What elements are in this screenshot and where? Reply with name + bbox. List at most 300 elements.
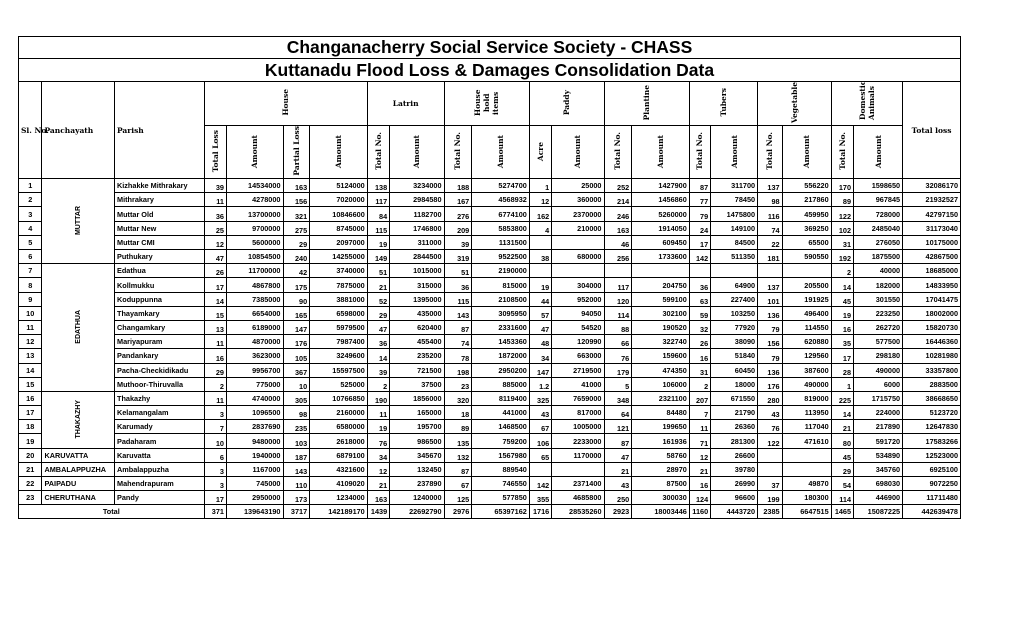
value-cell: 198 [444, 363, 472, 377]
value-cell [632, 264, 690, 278]
value-cell: 321 [283, 207, 310, 221]
value-cell: 952000 [552, 292, 604, 306]
value-cell: 122 [831, 207, 853, 221]
value-cell: 16 [204, 349, 226, 363]
value-cell: 2233000 [552, 434, 604, 448]
value-cell: 192 [831, 250, 853, 264]
grand-total-cell: 442639478 [903, 505, 961, 519]
value-cell [529, 462, 551, 476]
value-cell [758, 462, 783, 476]
header-sl-no: Sl. No. [19, 82, 42, 179]
value-cell: 47 [367, 320, 389, 334]
total-value-cell: 18003446 [632, 505, 690, 519]
value-cell: 2108500 [472, 292, 530, 306]
parish-cell: Thayamkary [114, 306, 204, 320]
value-cell: 181 [758, 250, 783, 264]
total-loss-cell: 12523000 [903, 448, 961, 462]
parish-cell: Koduppunna [114, 292, 204, 306]
table-row [19, 306, 961, 320]
sl-no-cell: 18 [19, 420, 42, 434]
value-cell: 176 [283, 335, 310, 349]
value-cell: 26600 [711, 448, 758, 462]
value-cell: 16 [831, 320, 853, 334]
sl-no-cell: 12 [19, 335, 42, 349]
value-cell: 76 [758, 420, 783, 434]
subheader-total-loss: Total Loss [204, 126, 226, 179]
value-cell: 113950 [782, 406, 831, 420]
value-cell: 41000 [552, 377, 604, 391]
subheader-total-no: Total No. [831, 126, 853, 179]
value-cell: 591720 [854, 434, 903, 448]
value-cell: 52 [367, 292, 389, 306]
value-cell: 159600 [632, 349, 690, 363]
value-cell: 3 [204, 477, 226, 491]
table-row [19, 406, 961, 420]
value-cell: 149100 [711, 221, 758, 235]
value-cell: 13 [204, 320, 226, 334]
value-cell: 775000 [226, 377, 283, 391]
value-cell: 325 [529, 391, 551, 405]
value-cell: 355 [529, 491, 551, 505]
value-cell: 39 [367, 363, 389, 377]
value-cell: 525000 [310, 377, 368, 391]
value-cell: 6189000 [226, 320, 283, 334]
value-cell: 1167000 [226, 462, 283, 476]
value-cell: 2485040 [854, 221, 903, 235]
parish-cell: Ambalappuzha [114, 462, 204, 476]
value-cell: 889540 [472, 462, 530, 476]
total-loss-cell: 18002000 [903, 306, 961, 320]
value-cell: 4 [529, 221, 551, 235]
value-cell: 8745000 [310, 221, 368, 235]
value-cell: 235 [283, 420, 310, 434]
sl-no-cell: 16 [19, 391, 42, 405]
value-cell: 54 [831, 477, 853, 491]
value-cell: 490000 [854, 363, 903, 377]
value-cell: 29 [283, 235, 310, 249]
total-loss-cell: 11711480 [903, 491, 961, 505]
table-row [19, 207, 961, 221]
value-cell: 663000 [552, 349, 604, 363]
value-cell: 367 [283, 363, 310, 377]
value-cell: 10854500 [226, 250, 283, 264]
value-cell: 1 [831, 377, 853, 391]
value-cell: 275 [283, 221, 310, 235]
total-loss-cell: 17041475 [903, 292, 961, 306]
value-cell: 5274700 [472, 179, 530, 193]
sl-no-cell: 20 [19, 448, 42, 462]
value-cell: 124 [689, 491, 710, 505]
value-cell [758, 264, 783, 278]
value-cell: 5600000 [226, 235, 283, 249]
value-cell: 885000 [472, 377, 530, 391]
value-cell: 620880 [782, 335, 831, 349]
panchayath-cell: AMBALAPPUZHA [42, 462, 115, 476]
sl-no-cell: 6 [19, 250, 42, 264]
value-cell: 1940000 [226, 448, 283, 462]
value-cell: 79 [758, 349, 783, 363]
value-cell: 7020000 [310, 193, 368, 207]
total-value-cell: 22692790 [390, 505, 444, 519]
value-cell: 103 [283, 434, 310, 448]
value-cell: 967845 [854, 193, 903, 207]
value-cell: 37500 [390, 377, 444, 391]
panchayath-cell: KARUVATTA [42, 448, 115, 462]
value-cell: 7 [204, 420, 226, 434]
value-cell: 32 [689, 320, 710, 334]
parish-cell: Mithrakary [114, 193, 204, 207]
total-value-cell: 1439 [367, 505, 389, 519]
value-cell: 815000 [472, 278, 530, 292]
total-loss-cell: 33357800 [903, 363, 961, 377]
value-cell: 94050 [552, 306, 604, 320]
total-loss-cell: 42797150 [903, 207, 961, 221]
parish-cell: Pandankary [114, 349, 204, 363]
parish-cell: Kollmukku [114, 278, 204, 292]
value-cell: 1005000 [552, 420, 604, 434]
value-cell: 26990 [711, 477, 758, 491]
value-cell: 11 [689, 420, 710, 434]
parish-cell: Padaharam [114, 434, 204, 448]
value-cell: 15597500 [310, 363, 368, 377]
sl-no-cell: 15 [19, 377, 42, 391]
value-cell: 14534000 [226, 179, 283, 193]
total-loss-cell: 42867500 [903, 250, 961, 264]
value-cell: 2984580 [390, 193, 444, 207]
value-cell: 12 [204, 235, 226, 249]
value-cell: 599100 [632, 292, 690, 306]
value-cell: 1872000 [472, 349, 530, 363]
value-cell: 25 [204, 221, 226, 235]
value-cell: 6654000 [226, 306, 283, 320]
value-cell: 3623000 [226, 349, 283, 363]
value-cell: 66 [604, 335, 632, 349]
value-cell: 1914050 [632, 221, 690, 235]
subheader-amount: Amount [854, 126, 903, 179]
total-value-cell: 4443720 [711, 505, 758, 519]
value-cell: 250 [604, 491, 632, 505]
value-cell: 98 [758, 193, 783, 207]
value-cell: 64 [604, 406, 632, 420]
value-cell: 64900 [711, 278, 758, 292]
subheader-amount: Amount [711, 126, 758, 179]
value-cell: 7385000 [226, 292, 283, 306]
report-sheet [18, 36, 961, 519]
value-cell: 1096500 [226, 406, 283, 420]
sl-no-cell: 17 [19, 406, 42, 420]
value-cell: 14255000 [310, 250, 368, 264]
header-domestic-animals: Domestic Animals [831, 82, 902, 126]
value-cell: 106 [529, 434, 551, 448]
subheader-amount: Amount [782, 126, 831, 179]
subheader-total-no: Total No. [444, 126, 472, 179]
sl-no-cell: 13 [19, 349, 42, 363]
value-cell: 496400 [782, 306, 831, 320]
table-row [19, 349, 961, 363]
value-cell: 137 [758, 179, 783, 193]
value-cell: 4685800 [552, 491, 604, 505]
total-value-cell: 6647515 [782, 505, 831, 519]
value-cell: 6598000 [310, 306, 368, 320]
value-cell: 1170000 [552, 448, 604, 462]
value-cell: 188 [444, 179, 472, 193]
value-cell: 21 [689, 462, 710, 476]
value-cell: 12 [689, 448, 710, 462]
value-cell: 180300 [782, 491, 831, 505]
sl-no-cell: 1 [19, 179, 42, 193]
value-cell: 51840 [711, 349, 758, 363]
value-cell: 13700000 [226, 207, 283, 221]
value-cell: 117040 [782, 420, 831, 434]
value-cell: 115 [367, 221, 389, 235]
value-cell: 47 [204, 250, 226, 264]
value-cell: 21790 [711, 406, 758, 420]
total-value-cell: 65397162 [472, 505, 530, 519]
value-cell: 214 [604, 193, 632, 207]
value-cell: 170 [831, 179, 853, 193]
value-cell [552, 235, 604, 249]
value-cell: 2097000 [310, 235, 368, 249]
value-cell: 122 [758, 434, 783, 448]
value-cell: 2370000 [552, 207, 604, 221]
table-row [19, 278, 961, 292]
value-cell: 300030 [632, 491, 690, 505]
value-cell: 455400 [390, 335, 444, 349]
total-loss-cell: 32086170 [903, 179, 961, 193]
value-cell: 3 [204, 406, 226, 420]
table-row [19, 335, 961, 349]
value-cell: 45 [831, 292, 853, 306]
table-row [19, 235, 961, 249]
value-cell: 4109020 [310, 477, 368, 491]
value-cell: 1015000 [390, 264, 444, 278]
value-cell: 125 [444, 491, 472, 505]
value-cell: 304000 [552, 278, 604, 292]
value-cell: 23 [444, 377, 472, 391]
total-label: Total [19, 505, 205, 519]
value-cell: 1.2 [529, 377, 551, 391]
value-cell: 77920 [711, 320, 758, 334]
value-cell [552, 264, 604, 278]
value-cell: 21 [831, 420, 853, 434]
value-cell: 4278000 [226, 193, 283, 207]
parish-cell: Puthukary [114, 250, 204, 264]
total-value-cell: 1160 [689, 505, 710, 519]
value-cell: 19 [367, 420, 389, 434]
value-cell: 156 [758, 335, 783, 349]
value-cell: 2331600 [472, 320, 530, 334]
subheader-total-no: Total No. [689, 126, 710, 179]
value-cell: 6 [204, 448, 226, 462]
parish-cell: Changamkary [114, 320, 204, 334]
value-cell: 78450 [711, 193, 758, 207]
table-row [19, 193, 961, 207]
value-cell: 9522500 [472, 250, 530, 264]
value-cell: 87500 [632, 477, 690, 491]
value-cell: 77 [689, 193, 710, 207]
sl-no-cell: 23 [19, 491, 42, 505]
value-cell: 17 [831, 349, 853, 363]
value-cell: 63 [689, 292, 710, 306]
value-cell: 199650 [632, 420, 690, 434]
value-cell: 5 [604, 377, 632, 391]
header-parish: Parish [114, 82, 204, 179]
value-cell: 142 [529, 477, 551, 491]
value-cell [711, 264, 758, 278]
value-cell: 103250 [711, 306, 758, 320]
total-loss-cell: 21932527 [903, 193, 961, 207]
value-cell: 301550 [854, 292, 903, 306]
value-cell: 87 [689, 179, 710, 193]
header-vegetable: Vegetable [758, 82, 832, 126]
value-cell: 65500 [782, 235, 831, 249]
value-cell: 36 [689, 278, 710, 292]
value-cell: 1427900 [632, 179, 690, 193]
value-cell [552, 462, 604, 476]
value-cell: 986500 [390, 434, 444, 448]
total-loss-cell: 15820730 [903, 320, 961, 334]
value-cell: 80 [831, 434, 853, 448]
subheader-amount: Amount [390, 126, 444, 179]
value-cell: 4870000 [226, 335, 283, 349]
value-cell: 42 [283, 264, 310, 278]
value-cell: 369250 [782, 221, 831, 235]
value-cell: 11 [204, 193, 226, 207]
value-cell: 35 [831, 335, 853, 349]
value-cell: 18 [444, 406, 472, 420]
value-cell: 16 [689, 349, 710, 363]
value-cell: 2719500 [552, 363, 604, 377]
value-cell: 67 [444, 477, 472, 491]
value-cell: 360000 [552, 193, 604, 207]
value-cell: 281300 [711, 434, 758, 448]
value-cell: 1715750 [854, 391, 903, 405]
value-cell: 210000 [552, 221, 604, 235]
value-cell: 577850 [472, 491, 530, 505]
value-cell: 534890 [854, 448, 903, 462]
value-cell: 87 [444, 462, 472, 476]
report-title: Changanacherry Social Service Society - CHASS [19, 37, 961, 59]
value-cell: 227400 [711, 292, 758, 306]
sl-no-cell: 21 [19, 462, 42, 476]
value-cell: 446900 [854, 491, 903, 505]
value-cell: 387600 [782, 363, 831, 377]
value-cell: 190 [367, 391, 389, 405]
header-tubers: Tubers [689, 82, 757, 126]
value-cell: 165 [283, 306, 310, 320]
value-cell: 5124000 [310, 179, 368, 193]
header-plantine: Plantine [604, 82, 689, 126]
value-cell: 609450 [632, 235, 690, 249]
value-cell: 38 [529, 250, 551, 264]
value-cell: 182000 [854, 278, 903, 292]
value-cell: 12 [367, 462, 389, 476]
value-cell: 2950000 [226, 491, 283, 505]
value-cell: 14 [367, 349, 389, 363]
table-row [19, 420, 961, 434]
value-cell: 88 [604, 320, 632, 334]
total-value-cell: 1716 [529, 505, 551, 519]
value-cell: 217860 [782, 193, 831, 207]
value-cell: 819000 [782, 391, 831, 405]
value-cell: 12 [529, 193, 551, 207]
sl-no-cell: 4 [19, 221, 42, 235]
value-cell: 1131500 [472, 235, 530, 249]
value-cell: 348 [604, 391, 632, 405]
value-cell: 345670 [390, 448, 444, 462]
value-cell: 305 [283, 391, 310, 405]
sl-no-cell: 22 [19, 477, 42, 491]
value-cell: 48 [529, 335, 551, 349]
value-cell: 114550 [782, 320, 831, 334]
value-cell: 47 [529, 320, 551, 334]
value-cell: 671550 [711, 391, 758, 405]
value-cell: 1 [529, 179, 551, 193]
value-cell: 18000 [711, 377, 758, 391]
value-cell: 11700000 [226, 264, 283, 278]
value-cell: 3 [204, 462, 226, 476]
value-cell: 11 [204, 391, 226, 405]
value-cell: 60450 [711, 363, 758, 377]
value-cell: 187 [283, 448, 310, 462]
panchayath-cell: PAIPADU [42, 477, 115, 491]
value-cell: 191925 [782, 292, 831, 306]
total-value-cell: 2976 [444, 505, 472, 519]
total-value-cell: 139643190 [226, 505, 283, 519]
value-cell: 4568932 [472, 193, 530, 207]
value-cell: 435000 [390, 306, 444, 320]
value-cell: 39780 [711, 462, 758, 476]
value-cell: 110 [283, 477, 310, 491]
total-loss-cell: 12647830 [903, 420, 961, 434]
value-cell: 1746800 [390, 221, 444, 235]
parish-cell: Muttar New [114, 221, 204, 235]
value-cell: 163 [604, 221, 632, 235]
value-cell: 698030 [854, 477, 903, 491]
value-cell: 2 [204, 377, 226, 391]
panchayath-cell: MUTTAR [42, 179, 115, 264]
value-cell: 121 [604, 420, 632, 434]
value-cell: 163 [283, 179, 310, 193]
value-cell: 225 [831, 391, 853, 405]
value-cell: 745000 [226, 477, 283, 491]
value-cell: 217890 [854, 420, 903, 434]
value-cell: 67 [529, 420, 551, 434]
value-cell: 1598650 [854, 179, 903, 193]
value-cell: 25000 [552, 179, 604, 193]
value-cell: 179 [604, 363, 632, 377]
total-value-cell: 3717 [283, 505, 310, 519]
value-cell: 57 [529, 306, 551, 320]
value-cell: 7987400 [310, 335, 368, 349]
value-cell: 190520 [632, 320, 690, 334]
sl-no-cell: 8 [19, 278, 42, 292]
value-cell: 29 [831, 462, 853, 476]
value-cell: 2 [367, 377, 389, 391]
value-cell: 98 [283, 406, 310, 420]
total-value-cell: 15087225 [854, 505, 903, 519]
value-cell: 79 [689, 207, 710, 221]
parish-cell: Muttar CMI [114, 235, 204, 249]
value-cell: 311000 [390, 235, 444, 249]
value-cell: 84500 [711, 235, 758, 249]
value-cell: 276 [444, 207, 472, 221]
parish-cell: Pacha-Checkidikadu [114, 363, 204, 377]
parish-cell: Thakazhy [114, 391, 204, 405]
value-cell: 14 [204, 292, 226, 306]
value-cell: 40000 [854, 264, 903, 278]
header-latrin: Latrin [367, 82, 444, 126]
